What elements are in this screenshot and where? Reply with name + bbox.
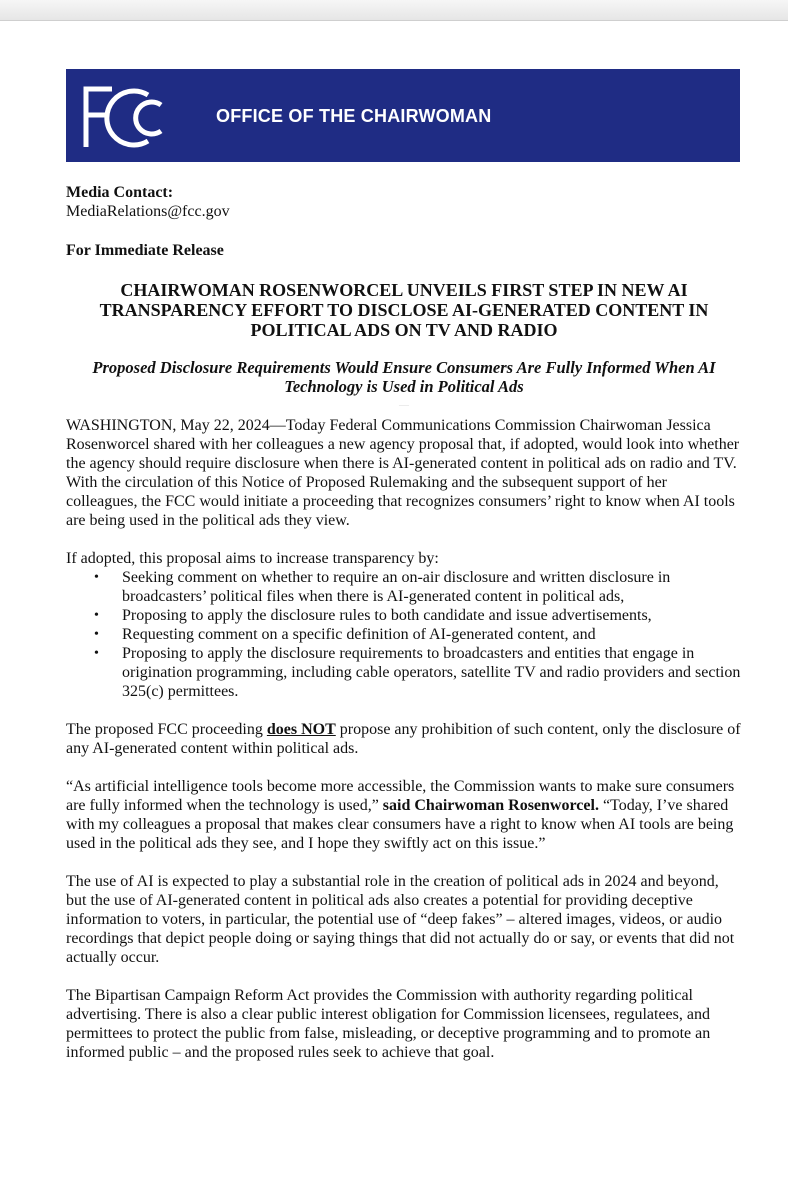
- paragraph-intro: WASHINGTON, May 22, 2024—Today Federal Communications Commission Chairwoman Jessica Rosenworcel shared with her colleagues a new agency proposal that, if adopted, would look into whether the agency should require disclosure when there is AI-generated content in political ads on radio and TV. With the circulation of this Notice of Proposed Rulemaking and the subsequent support of her colleagues, the FCC would initiate a proceeding that recognizes consumers’ right to know when AI tools are being used in the political ads they view.: [66, 417, 740, 529]
- separator: —: [399, 400, 409, 411]
- paragraph-list-intro: If adopted, this proposal aims to increase transparency by:: [66, 550, 439, 567]
- list-item: [66, 625, 742, 644]
- emphasis-attribution: said Chairwoman Rosenworcel.: [382, 797, 599, 814]
- text-run: “As artificial intelligence tools become more accessible, the Commission wants to make sure consumers are fully informed when the technology is used,”: [66, 778, 735, 814]
- bullet-icon: •: [94, 627, 99, 642]
- text-run: The proposed FCC proceeding: [66, 721, 267, 738]
- bullet-icon: •: [94, 608, 99, 623]
- list-item-text: Seeking comment on whether to require an on-air disclosure and written disclosure in broadcasters’ political files when there is AI-generated content in political ads,: [122, 569, 671, 605]
- release-line: For Immediate Release: [66, 242, 224, 259]
- browser-top-bar: [0, 0, 788, 21]
- list-item: [66, 606, 742, 625]
- text-run: “Today, I’ve shared with my colleagues a proposal that makes clear consumers have a right to know when AI tools are being used in the political ads they see, and I hope they swiftly act on this issue.”: [66, 797, 734, 852]
- text-run: propose any prohibition of such content, only the disclosure of any AI-generated content within political ads.: [66, 721, 741, 757]
- media-contact-label: Media Contact:: [66, 184, 174, 201]
- list-item: [66, 644, 742, 701]
- list-item: [66, 568, 742, 606]
- media-contact-email[interactable]: MediaRelations@fcc.gov: [66, 203, 230, 220]
- headline: CHAIRWOMAN ROSENWORCEL UNVEILS FIRST STEP IN NEW AI TRANSPARENCY EFFORT TO DISCLOSE AI-GENERATED CONTENT IN POLITICAL ADS ON TV AND RADIO: [99, 280, 709, 340]
- subheadline: Proposed Disclosure Requirements Would Ensure Consumers Are Fully Informed When AI Technology is Used in Political Ads: [92, 358, 716, 396]
- bullet-icon: •: [94, 646, 99, 661]
- emphasis-does-not: does NOT: [266, 721, 336, 738]
- press-release-body: [66, 183, 742, 1062]
- fcc-banner: [66, 69, 740, 162]
- banner-title: OFFICE OF THE CHAIRWOMAN: [216, 106, 492, 126]
- paragraph-deep-fakes: The use of AI is expected to play a substantial role in the creation of political ads in 2024 and beyond, but the use of AI-generated content in political ads also creates a potential for providing deceptive information to voters, in particular, the potential use of “deep fakes” – altered images, videos, or audio recordings that depict people doing or saying things that did not actually do or say, or events that did not actually occur.: [66, 873, 735, 966]
- paragraph-authority: The Bipartisan Campaign Reform Act provides the Commission with authority regarding political advertising. There is also a clear public interest obligation for Commission licensees, regulatees, and permittees to protect the public from false, misleading, or deceptive programming and to promote an informed public – and the proposed rules seek to achieve that goal.: [66, 987, 711, 1061]
- list-item-text: Requesting comment on a specific definition of AI-generated content, and: [122, 626, 596, 643]
- list-item-text: Proposing to apply the disclosure rules to both candidate and issue advertisements,: [122, 607, 652, 624]
- proposal-list: [66, 568, 742, 701]
- list-item-text: Proposing to apply the disclosure requirements to broadcasters and entities that engage in origination programming, including cable operators, satellite TV and radio providers and section 325(c) permittees.: [122, 645, 741, 700]
- paragraph-quote: [66, 777, 742, 853]
- fcc-logo-icon: [66, 69, 216, 162]
- paragraph-no-prohibition: [66, 720, 742, 758]
- bullet-icon: •: [94, 570, 99, 585]
